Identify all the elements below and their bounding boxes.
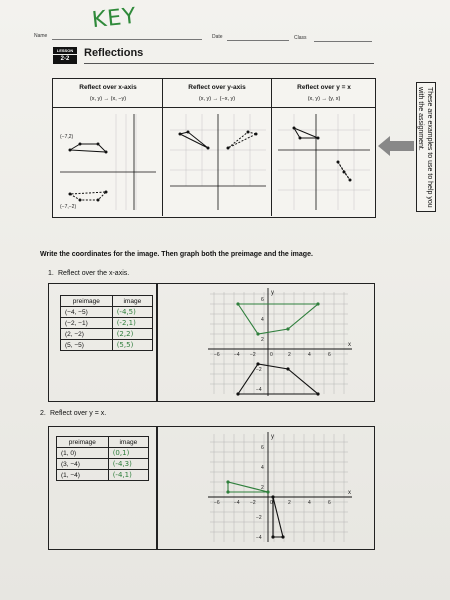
tick-label: −4: [256, 535, 262, 541]
image-answer: (-2,1): [112, 318, 152, 329]
key-handwriting: KEY: [90, 3, 138, 34]
examples-divider-1: [162, 78, 163, 216]
instructions: Write the coordinates for the image. Then graph both the preimage and the image.: [40, 251, 313, 258]
table-row: [61, 340, 153, 351]
tick-label: −2: [250, 352, 256, 358]
preimage-cell: (5, −5): [61, 340, 113, 351]
title-rule: [84, 63, 374, 64]
class-line: [314, 41, 372, 42]
table-row: [61, 307, 153, 318]
preimage-cell: (1, 0): [57, 448, 109, 459]
tick-label: 2: [288, 352, 291, 358]
image-answer: (-4,5): [112, 307, 152, 318]
tick-label: 4: [261, 465, 264, 471]
tick-label: 6: [328, 352, 331, 358]
preimage-cell: (1, −4): [57, 470, 109, 481]
tick-label: 2: [261, 337, 264, 343]
example-preimage: [70, 144, 106, 152]
tick-label: −2: [250, 500, 256, 506]
tick-label: 2: [261, 485, 264, 491]
example-preimage: [180, 132, 208, 148]
tick-label: −2: [256, 367, 262, 373]
problem-1-graph: [206, 286, 354, 398]
table-row: [61, 318, 153, 329]
tick-label: 0: [270, 500, 273, 506]
example-point-label-1: (−7,2): [60, 134, 74, 140]
table-row: [61, 329, 153, 340]
class-label: Class: [294, 35, 307, 41]
column-header-preimage: preimage: [57, 437, 109, 448]
lesson-number: 2-2: [53, 55, 77, 64]
image-answer: (-4,1): [108, 470, 148, 481]
lesson-word: LESSON: [53, 47, 77, 54]
arrow-icon: [378, 136, 414, 156]
tick-label: 4: [308, 352, 311, 358]
table-row: [57, 448, 149, 459]
date-label: Date: [212, 34, 223, 40]
tick-label: 0: [270, 352, 273, 358]
tick-label: 6: [328, 500, 331, 506]
column-header-image: image: [108, 437, 148, 448]
x-axis-label: x: [348, 490, 351, 496]
example-image: [70, 192, 106, 200]
side-note-box: [416, 82, 436, 212]
preimage-cell: (2, −2): [61, 329, 113, 340]
tick-label: −2: [256, 515, 262, 521]
problem-2-number: 2.: [40, 410, 46, 417]
example-rule-x-axis: (x, y) → (x, −y): [89, 96, 127, 102]
example-graph-y-equals-x: [274, 110, 372, 214]
example-image: [228, 132, 256, 148]
column-header-preimage: preimage: [61, 296, 113, 307]
problem-1-table: [60, 295, 153, 351]
date-line: [227, 40, 289, 41]
tick-label: 2: [288, 500, 291, 506]
y-axis-label: y: [271, 434, 274, 440]
example-graph-y-axis: [166, 110, 270, 214]
preimage-cell: (−4, −5): [61, 307, 113, 318]
table-row: [57, 470, 149, 481]
name-line: [52, 39, 202, 40]
tick-label: 6: [261, 297, 264, 303]
x-axis-label: x: [348, 342, 351, 348]
example-preimage: [294, 128, 318, 138]
example-rule-y-equals-x: (x, y) → (y, x): [307, 96, 341, 102]
problem-1-number: 1.: [48, 270, 54, 277]
image-answer: (0,1): [108, 448, 148, 459]
examples-header-rule: [52, 107, 376, 108]
preimage-polygon: [273, 497, 283, 537]
tick-label: 4: [261, 317, 264, 323]
problem-2-table: [56, 436, 149, 481]
problem-2-text: Reflect over y = x.: [50, 410, 107, 417]
tick-label: −4: [234, 352, 240, 358]
tick-label: −6: [214, 352, 220, 358]
side-note-text: These are examples to use to help you with the assignment.: [417, 87, 433, 208]
y-axis-label: y: [271, 290, 274, 296]
example-title-y-equals-x: Reflect over y = x: [297, 84, 351, 91]
preimage-polygon: [238, 364, 318, 394]
tick-label: −6: [214, 500, 220, 506]
preimage-cell: (−2, −1): [61, 318, 113, 329]
image-answer: (-4,3): [108, 459, 148, 470]
column-header-image: image: [112, 296, 152, 307]
problem-2-graph: [206, 430, 354, 544]
tick-label: −4: [234, 500, 240, 506]
name-label: Name: [34, 33, 48, 39]
examples-divider-2: [271, 78, 272, 216]
image-polygon: [238, 304, 318, 334]
example-title-x-axis: Reflect over x-axis: [79, 84, 137, 91]
lesson-title: Reflections: [84, 47, 144, 59]
tick-label: 6: [261, 445, 264, 451]
graph-grid: [210, 292, 348, 394]
problem-1-text: Reflect over the x-axis.: [58, 270, 130, 277]
image-answer: (5,5): [112, 340, 152, 351]
tick-label: 4: [308, 500, 311, 506]
example-grid: [116, 114, 136, 210]
example-graph-x-axis: [56, 110, 160, 214]
tick-label: −4: [256, 387, 262, 393]
table-row: [57, 459, 149, 470]
example-point-label-2: (−7,−2): [60, 204, 77, 210]
preimage-cell: (3, −4): [57, 459, 109, 470]
image-answer: (2,2): [112, 329, 152, 340]
example-rule-y-axis: (x, y) → (−x, y): [198, 96, 236, 102]
example-title-y-axis: Reflect over y-axis: [188, 84, 246, 91]
